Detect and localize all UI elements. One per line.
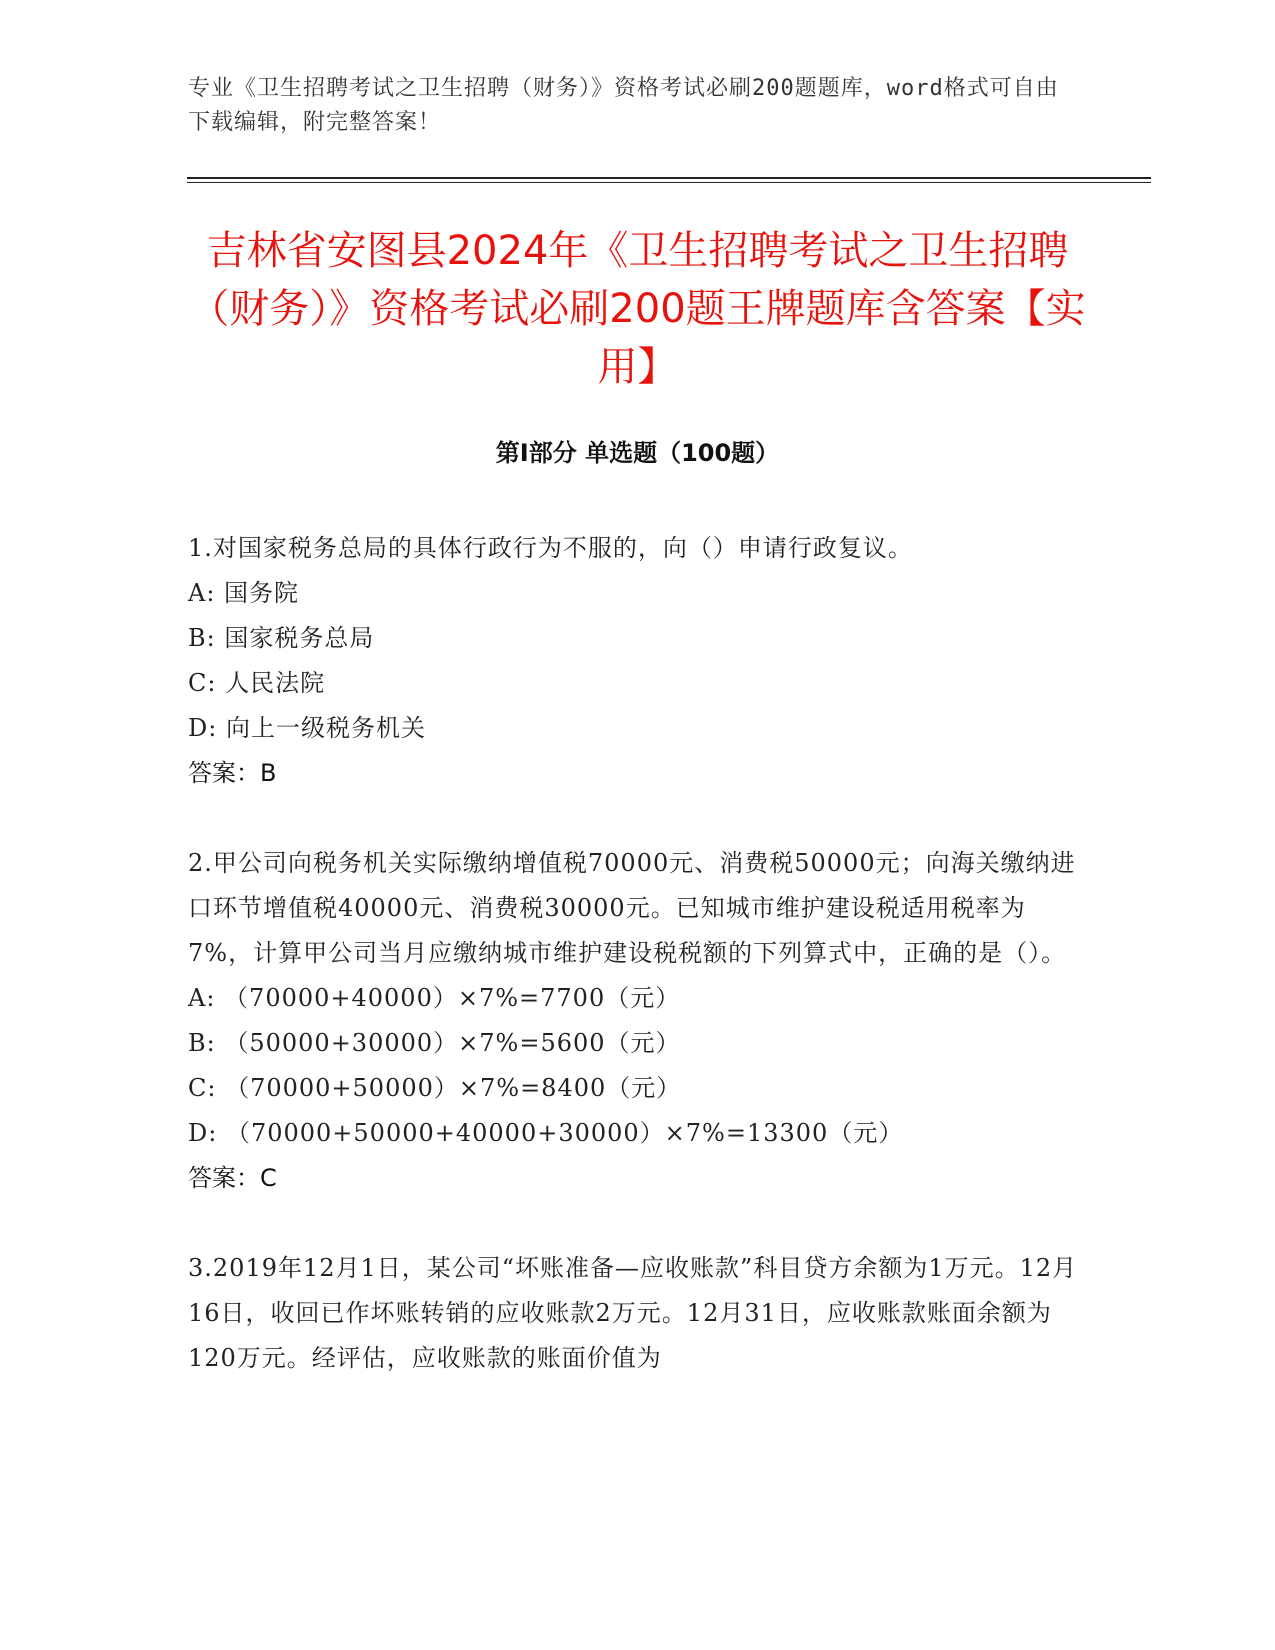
header-divider [187,177,1151,179]
question-stem: 1.对国家税务总局的具体行政行为不服的，向（）申请行政复议。 [188,534,913,562]
option-a: A: 国务院 [188,579,300,607]
answer: 答案：B [188,759,277,787]
document-title: 吉林省安图县2024年《卫生招聘考试之卫生招聘（财务）》资格考试必刷200题王牌题库含答案【实用】 [189,228,1086,390]
header-note: 专业《卫生招聘考试之卫生招聘（财务）》资格考试必刷200题题库，word格式可自由下载编辑，附完整答案！ [188,76,1059,135]
question-1 [188,526,1078,796]
question-stem: 3.2019年12月1日，某公司“坏账准备—应收账款”科目贷方余额为1万元。12月16日，收回已作坏账转销的应收账款2万元。12月31日，应收账款账面余额为120万元。经评估，应收账款的账面价值为 [188,1254,1078,1372]
section-title: 第Ⅰ部分 单选题（100题） [495,439,780,467]
option-c: C: 人民法院 [188,669,326,697]
header-divider-thin [187,182,1151,183]
option-b: B: （50000+30000）×7%=5600（元） [188,1029,681,1057]
option-c: C: （70000+50000）×7%=8400（元） [188,1074,682,1102]
option-d: D: 向上一级税务机关 [188,714,426,742]
question-stem: 2.甲公司向税务机关实际缴纳增值税70000元、消费税50000元；向海关缴纳进口环节增值税40000元、消费税30000元。已知城市维护建设税适用税率为7%，计算甲公司当月应缴纳城市维护建设税税额的下列算式中，正确的是（）。 [188,849,1076,967]
option-d: D: （70000+50000+40000+30000）×7%=13300（元） [188,1119,904,1147]
option-a: A: （70000+40000）×7%=7700（元） [188,984,681,1012]
question-2 [188,841,1078,1201]
question-list [188,526,1078,1426]
option-b: B: 国家税务总局 [188,624,375,652]
question-3 [188,1246,1078,1381]
answer: 答案：C [188,1164,277,1192]
